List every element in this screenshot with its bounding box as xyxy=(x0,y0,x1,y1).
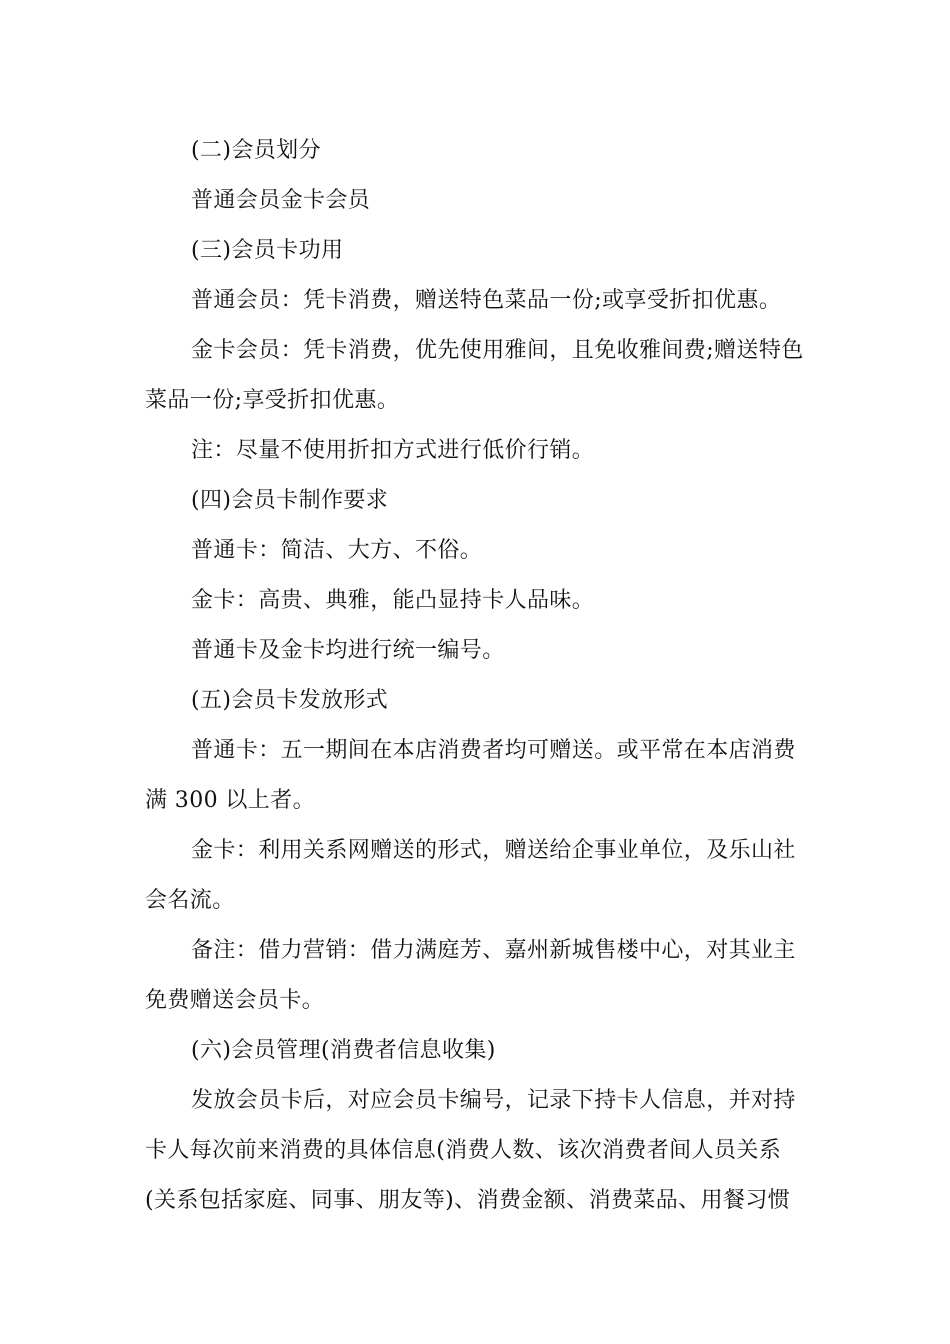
paragraph-member-info-collection: 发放会员卡后，对应会员卡编号，记录下持卡人信息，并对持卡人每次前来消费的具体信息(消费人数、该次消费者间人员关系(关系包括家庭、同事、朋友等)、消费金额、消费菜品、用餐习惯 xyxy=(145,1088,796,1213)
paragraph-member-types: 普通会员金卡会员 xyxy=(191,188,371,213)
paragraph-gold-card-design: 金卡：高贵、典雅，能凸显持卡人品味。 xyxy=(191,588,595,613)
paragraph-discount-note: 注：尽量不使用折扣方式进行低价行销。 xyxy=(191,438,595,463)
paragraph-remark-leverage-marketing: 备注：借力营销：借力满庭芳、嘉州新城售楼中心，对其业主免费赠送会员卡。 xyxy=(145,938,796,1013)
paragraph-regular-card-distribution: 普通卡：五一期间在本店消费者均可赠送。或平常在本店消费满 300 以上者。 xyxy=(145,738,796,813)
section-heading-card-requirements: (四)会员卡制作要求 xyxy=(191,488,389,513)
section-heading-member-management: (六)会员管理(消费者信息收集) xyxy=(191,1038,496,1063)
section-heading-card-distribution: (五)会员卡发放形式 xyxy=(191,688,389,713)
section-heading-card-function: (三)会员卡功用 xyxy=(191,238,344,263)
paragraph-regular-card-design: 普通卡：简洁、大方、不俗。 xyxy=(191,538,483,563)
paragraph-card-numbering: 普通卡及金卡均进行统一编号。 xyxy=(191,638,505,663)
paragraph-gold-card-distribution: 金卡：利用关系网赠送的形式，赠送给企事业单位，及乐山社会名流。 xyxy=(145,838,796,913)
section-heading-member-division: (二)会员划分 xyxy=(191,138,321,163)
paragraph-regular-member-benefits: 普通会员：凭卡消费，赠送特色菜品一份;或享受折扣优惠。 xyxy=(191,288,782,313)
paragraph-gold-member-benefits: 金卡会员：凭卡消费，优先使用雅间，且免收雅间费;赠送特色菜品一份;享受折扣优惠。 xyxy=(145,338,804,413)
